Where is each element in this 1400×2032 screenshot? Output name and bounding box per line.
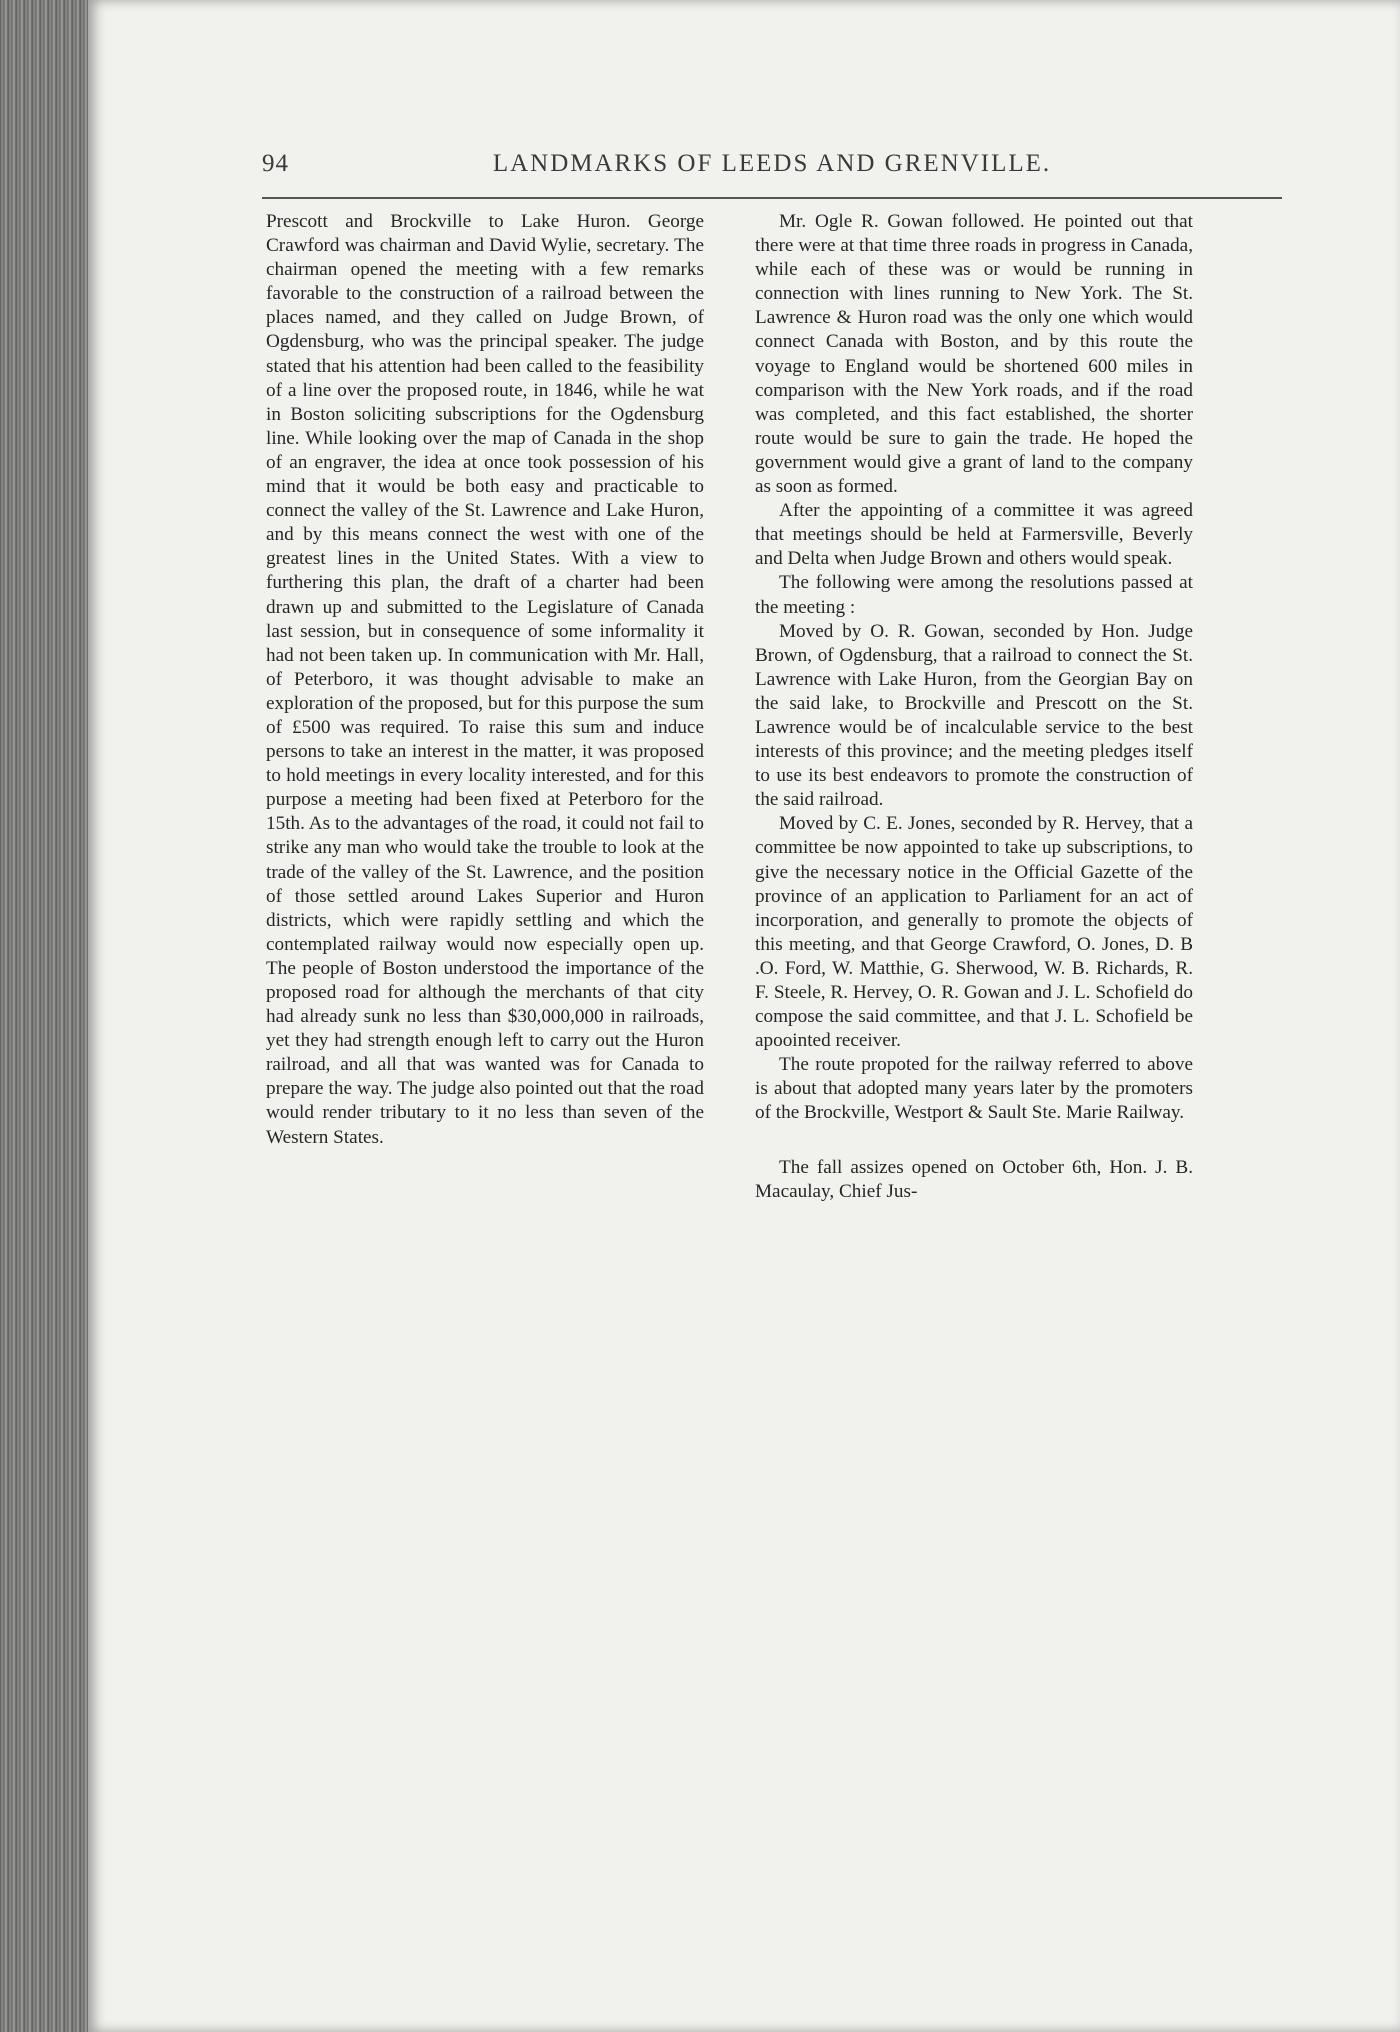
paragraph: After the appointing of a committee it was agreed that meetings should be held at Farmersville, Beverly and Delta when Judge Brown and others would speak.	[755, 500, 1193, 570]
book-page-edges	[0, 0, 95, 2032]
left-column	[266, 210, 704, 1150]
page-number: 94	[262, 150, 289, 177]
page-header	[262, 150, 1282, 190]
paragraph: Prescott and Brockville to Lake Huron. George Crawford was chairman and David Wylie, secretary. The chairman opened the meeting with a few remarks favorable to the construction of a railroad between the places named, and they called on Judge Brown, of Ogdensburg, who was the principal speaker. The judge stated that his attention had been called to the feasibility of a line over the proposed route, in 1846, while he wat in Boston soliciting subscriptions for the Ogdensburg line. While looking over the map of Canada in the shop of an engraver, the idea at once took possession of his mind that it would be both easy and practicable to connect the valley of the St. Lawrence and Lake Huron, and by this means connect the west with one of the greatest lines in the United States. With a view to furthering this plan, the draft of a charter had been drawn up and submitted to the Legislature of Canada last session, but in consequence of some informality it had not been taken up. In communication with Mr. Hall, of Peterboro, it was thought advisable to make an exploration of the proposed, but for this purpose the sum of £500 was required. To raise this sum and induce persons to take an interest in the matter, it was proposed to hold meetings in every locality interested, and for this purpose a meeting had been fixed at Peterboro for the 15th. As to the advantages of the road, it could not fail to strike any man who would take the trouble to look at the trade of the valley of the St. Lawrence, and the position of those settled around Lakes Superior and Huron districts, which were rapidly settling and which the contemplated railway would now especially open up. The people of Boston understood the importance of the proposed road for although the merchants of that city had already sunk no less than $30,000,000 in railroads, yet they had strength enough left to carry out the Huron railroad, and all that was wanted was for Canada to prepare the way. The judge also pointed out that the road would render tributary to it no less than seven of the Western States.	[266, 211, 704, 1148]
section-gap	[755, 1126, 1193, 1156]
paragraph: The following were among the resolutions passed at the meeting :	[755, 572, 1193, 618]
paragraph: Mr. Ogle R. Gowan followed. He pointed out that there were at that time three roads in progress in Canada, while each of these was or would be running in connection with lines running to New York. The St. Lawrence & Huron road was the only one which would connect Canada with Boston, and by this route the voyage to England would be shortened 600 miles in comparison with the New York roads, and if the road was completed, and this fact established, the shorter route would be sure to gain the trade. He hoped the government would give a grant of land to the company as soon as formed.	[755, 211, 1193, 498]
paragraph: The fall assizes opened on October 6th, Hon. J. B. Macaulay, Chief Jus-	[755, 1156, 1193, 1202]
paragraph: Moved by C. E. Jones, seconded by R. Hervey, that a committee be now appointed to take up subscriptions, to give the necessary notice in the Official Gazette of the province of an application to Parliament for an act of incorporation, and generally to promote the objects of this meeting, and that George Crawford, O. Jones, D. B .O. Ford, W. Matthie, G. Sherwood, W. B. Richards, R. F. Steele, R. Hervey, O. R. Gowan and J. L. Schofield do compose the said committee, and that J. L. Schofield be apoointed receiver.	[755, 813, 1193, 1052]
paragraph: The route propoted for the railway referred to above is about that adopted many years later by the promoters of the Brockville, Westport & Sault Ste. Marie Railway.	[755, 1054, 1193, 1124]
running-title: LANDMARKS OF LEEDS AND GRENVILLE.	[492, 150, 1052, 177]
right-column	[755, 210, 1193, 1204]
header-rule	[262, 197, 1282, 199]
paragraph: Moved by O. R. Gowan, seconded by Hon. Judge Brown, of Ogdensburg, that a railroad to connect the St. Lawrence with Lake Huron, from the Georgian Bay on the said lake, to Brockville and Prescott on the St. Lawrence would be of incalculable service to the best interests of this province; and the meeting pledges itself to use its best endeavors to promote the construction of the said railroad.	[755, 620, 1193, 811]
